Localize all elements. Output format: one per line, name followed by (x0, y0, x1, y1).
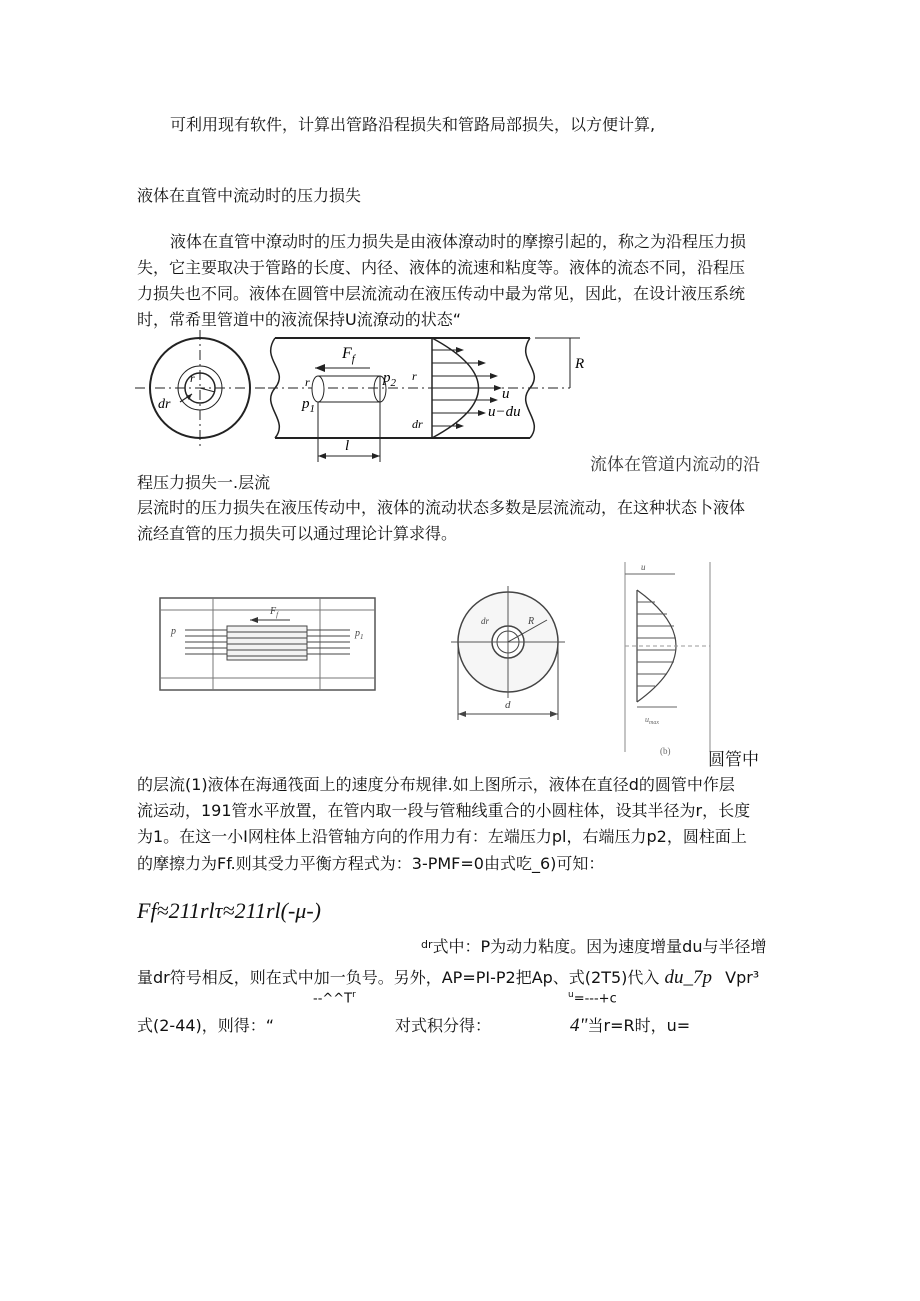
label-umax: $u_{max}$ (645, 715, 659, 726)
para3-line-1: 的层流(1)液体在海通筏面上的速度分布规律.如上图所示，液体在直径d的圆管中作层 (137, 775, 735, 794)
pipe-longitudinal (268, 338, 584, 462)
small-formula-a (313, 990, 356, 1006)
para4-line-2 (137, 965, 759, 991)
inline-formula: du_7p (664, 967, 713, 988)
cross-section-diagram (451, 586, 565, 720)
small-formula-a-text: --^^T (313, 991, 353, 1007)
last-line-c (570, 1013, 690, 1039)
label-p1: $p_1$ (302, 396, 315, 415)
para1-line-2: 失，它主要取决于管路的长度、内径、液体的流速和粘度等。液体的流态不同，沿程压 (137, 258, 746, 277)
small-formula-b-sup: u (568, 990, 574, 1000)
intro-line: 可利用现有软件，计算出管路沿程损失和管路局部损失，以方便计算, (170, 115, 656, 134)
label-dr2: dr (481, 616, 490, 626)
section-title: 液体在直管中流动时的压力损失 (137, 186, 362, 205)
label-p2: $p_2$ (383, 370, 396, 389)
last-line-a: 式(2-44)，则得：“ (137, 1016, 275, 1035)
section2-title: 程压力损失一.层流 (137, 473, 271, 492)
label-u2: u (641, 562, 646, 572)
para4-line-1-text: 式中：P为动力粘度。因为速度增量du与半径增 (432, 937, 767, 956)
para1-line-3: 力损失也不同。液体在圆管中层流流动在液压传动中最为常见，因此，在设计液压系统 (137, 284, 746, 303)
para4-line-1 (421, 934, 766, 960)
friction-formula: Ff≈211rlτ≈211rl(-μ-) (137, 898, 322, 923)
pipe-segment-diagram (160, 598, 375, 690)
label-r-mid: r (412, 369, 417, 383)
small-formula-b (568, 990, 617, 1006)
small-formula-b-text: =---+c (573, 991, 617, 1007)
label-u-du: u−du (488, 404, 521, 420)
label-R2: R (528, 616, 535, 627)
para3-line-4: 的摩擦力为Ff.则其受力平衡方程式为：3-PMF=0由式吃_6)可知： (137, 854, 605, 873)
para1-line-1: 液体在直管中潦动时的压力损失是由液体潦动时的摩擦引起的，称之为沿程压力损 (170, 232, 747, 251)
label-r-inner: r (305, 375, 310, 389)
inline-tail: Vpr³ (725, 968, 760, 987)
label-ff2: $F_f$ (270, 606, 279, 619)
label-dr-pipe: dr (412, 417, 423, 431)
laminar-flow-figure (155, 562, 720, 767)
label-ff: $F_f$ (342, 345, 355, 365)
label-p-right: $p_1$ (355, 628, 364, 641)
dr-superscript: dr (421, 938, 433, 951)
para2-line-2: 流经直管的压力损失可以通过理论计算求得。 (137, 524, 458, 543)
label-l: l (345, 438, 350, 454)
para2-line-1: 层流时的压力损失在液压传动中，液体的流动状态多数是层流流动，在这种状态卜液体 (137, 498, 746, 517)
para4-line-2-text: 量dr符号相反，则在式中加一负号。另外，AP=PI-P2把Ap、式(2T5)代入 (137, 968, 660, 987)
label-d: d (505, 699, 511, 711)
label-r-circle: r (190, 371, 195, 385)
small-formula-a-sup: r (352, 990, 356, 1000)
last-line-b: 对式积分得： (395, 1016, 492, 1035)
pipe-cross-section (135, 330, 265, 446)
fig2-caption-right: 圆管中 (708, 750, 759, 770)
label-b: (b) (660, 746, 671, 756)
last-line-c-italic: 4" (570, 1015, 588, 1036)
fig1-caption-right: 流体在管道内流动的沿 (590, 455, 760, 475)
label-p-left: p (171, 626, 176, 637)
para3-line-2: 流运动，191管水平放置，在管内取一段与管釉线重合的小圆柱体，设其半径为r，长度 (137, 801, 751, 820)
velocity-profile-diagram (625, 562, 710, 756)
para1-line-4: 时，常希里管道中的液流保持U流潦动的状态“ (137, 310, 462, 329)
label-u: u (502, 386, 510, 402)
label-dr-circle: dr (158, 397, 171, 412)
para3-line-3: 为1。在这一小Ⅰ网柱体上沿管轴方向的作用力有：左端压力pl，右端压力p2，圆柱面上 (137, 827, 747, 846)
label-R: R (575, 356, 585, 372)
last-line-c-text: 当r=R时，u= (587, 1016, 691, 1035)
